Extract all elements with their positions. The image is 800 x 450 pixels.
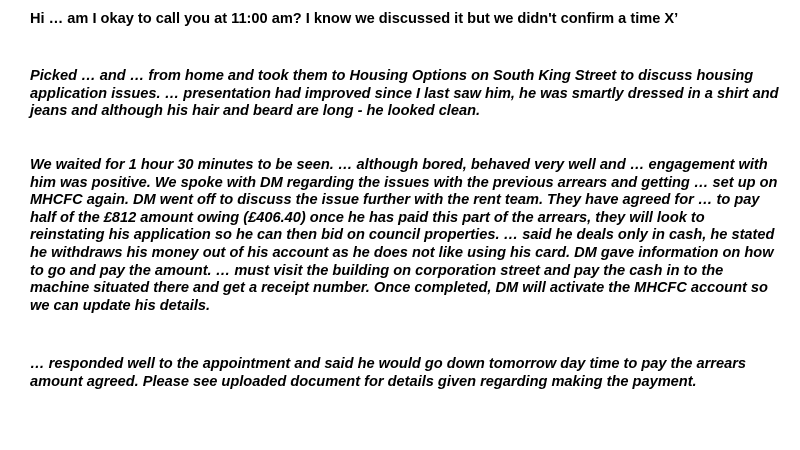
case-note-paragraph-meeting: We waited for 1 hour 30 minutes to be seen. … although bored, behaved very well and … engagement with him was positive. We spoke with DM regarding the issues with the previous arrears and getting … set up on MHCFC again. DM went off to discuss the issue further with the rent team. They have agreed for … to pay half of the £812 amount owing (£406.40) once he has paid this part of the arrears, they will look to reinstating his application so he can then bid on council properties. … said he deals only in cash, he stated he withdraws his money out of his account as he does not like using his card. DM gave information on how to go and pay the amount. … must visit the building on corporation street and pay the cash in to the machine situated there and get a receipt number. Once completed, DM will activate the MHCFC account so we can update his details. (30, 157, 778, 314)
case-note-paragraph-visit: Picked … and … from home and took them to Housing Options on South King Street to discuss housing application issues. … presentation had improved since I last saw him, he was smartly dressed in a shirt and jeans and although his hair and beard are long - he looked clean. (30, 68, 779, 120)
case-note-paragraph-outcome: … responded well to the appointment and said he would go down tomorrow day time to pay the arrears amount agreed. Please see uploaded document for details given regarding making the payment. (30, 356, 746, 390)
text-message-line: Hi … am I okay to call you at 11:00 am? I know we discussed it but we didn't confirm a time X’ (30, 11, 679, 27)
